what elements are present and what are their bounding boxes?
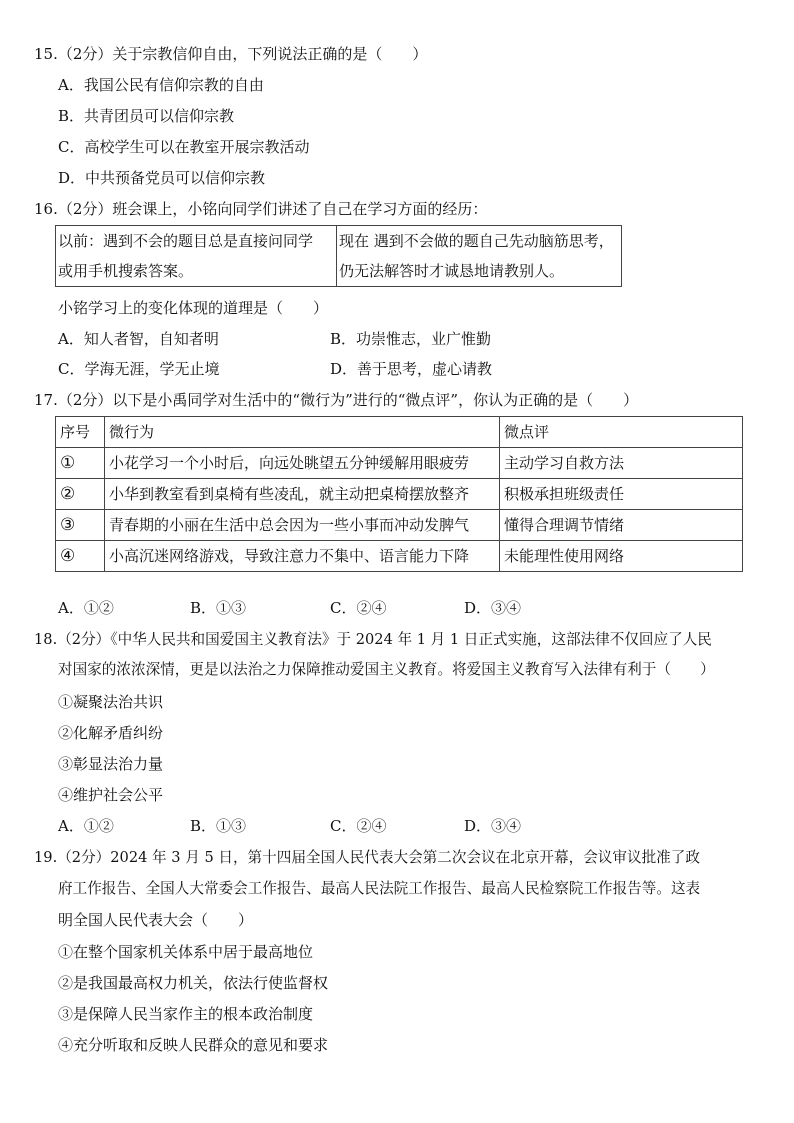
row-behavior: 小高沉迷网络游戏，导致注意力不集中、语言能力下降	[105, 541, 500, 572]
q18-stem-line2: 对国家的浓浓深情，更是以法治之力保障推动爱国主义教育。将爱国主义教育写入法律有利于（ ）	[58, 661, 715, 678]
q15-option-a: A．我国公民有信仰宗教的自由	[58, 76, 264, 94]
row-index: ①	[56, 448, 105, 479]
q19-item-1: ①在整个国家机关体系中居于最高地位	[58, 943, 314, 961]
row-behavior: 青春期的小丽在生活中总会因为一些小事而冲动发脾气	[105, 510, 500, 541]
q16-now-line1: 现在 遇到不会做的题自己先动脑筋思考，	[339, 232, 614, 250]
q15-option-b: B．共青团员可以信仰宗教	[58, 107, 235, 125]
q17-table	[55, 416, 743, 572]
q18-option-b: B．①③	[190, 817, 247, 835]
q18-stem-line1: 18.（2分）《中华人民共和国爱国主义教育法》于 2024 年 1 月 1 日正式实施，这部法律不仅回应了人民	[34, 631, 712, 648]
q17-option-b: B．①③	[190, 599, 247, 617]
q16-option-a: A．知人者智，自知者明	[58, 330, 219, 348]
header-index: 序号	[56, 417, 105, 448]
table-header-row	[56, 417, 743, 448]
table-row	[56, 448, 743, 479]
q19-stem-line2: 府工作报告、全国人大常委会工作报告、最高人民法院工作报告、最高人民检察院工作报告等。这表	[58, 880, 701, 897]
q16-comparison-table	[55, 225, 622, 287]
q18-option-d: D．③④	[464, 817, 522, 835]
q18-item-1: ①凝聚法治共识	[58, 693, 164, 711]
q18-item-3: ③彰显法治力量	[58, 755, 164, 773]
table-row	[56, 479, 743, 510]
q17-stem: 17.（2分）以下是小禹同学对生活中的“微行为”进行的“微点评”，你认为正确的是（ ）	[34, 391, 639, 409]
q16-option-c: C．学海无涯，学无止境	[58, 360, 220, 378]
q19-stem-line3: 明全国人民代表大会（ ）	[58, 911, 254, 929]
table-row	[56, 510, 743, 541]
q18-option-c: C．②④	[330, 817, 387, 835]
q19-stem-line1: 19.（2分）2024 年 3 月 5 日，第十四届全国人民代表大会第二次会议在北京开幕，会议审议批准了政	[34, 849, 700, 866]
table-row	[56, 541, 743, 572]
row-behavior: 小华到教室看到桌椅有些凌乱，就主动把桌椅摆放整齐	[105, 479, 500, 510]
row-comment: 未能理性使用网络	[500, 541, 743, 572]
row-index: ②	[56, 479, 105, 510]
q17-option-c: C．②④	[330, 599, 387, 617]
header-behavior: 微行为	[105, 417, 500, 448]
row-index: ④	[56, 541, 105, 572]
q16-option-b: B．功崇惟志，业广惟勤	[330, 330, 492, 348]
q19-item-2: ②是我国最高权力机关，依法行使监督权	[58, 974, 329, 992]
q18-option-a: A．①②	[58, 817, 114, 835]
q15-option-c: C．高校学生可以在教室开展宗教活动	[58, 138, 310, 156]
row-index: ③	[56, 510, 105, 541]
q16-before-line2: 或用手机搜索答案。	[58, 262, 194, 280]
q18-item-2: ②化解矛盾纠纷	[58, 724, 164, 742]
row-comment: 懂得合理调节情绪	[500, 510, 743, 541]
row-behavior: 小花学习一个小时后，向远处眺望五分钟缓解用眼疲劳	[105, 448, 500, 479]
q16-now-line2: 仍无法解答时才诚恳地请教别人。	[339, 262, 565, 280]
q16-now-cell	[337, 226, 622, 287]
q16-option-d: D．善于思考，虚心请教	[330, 360, 493, 378]
header-comment: 微点评	[500, 417, 743, 448]
q16-question: 小铭学习上的变化体现的道理是（ ）	[58, 299, 329, 317]
row-comment: 积极承担班级责任	[500, 479, 743, 510]
q16-before-line1: 以前：遇到不会的题目总是直接问同学	[58, 232, 314, 250]
q17-option-a: A．①②	[58, 599, 114, 617]
q15-stem: 15.（2分）关于宗教信仰自由，下列说法正确的是（ ）	[34, 45, 428, 63]
q16-before-cell	[56, 226, 337, 287]
row-comment: 主动学习自救方法	[500, 448, 743, 479]
q18-item-4: ④维护社会公平	[58, 786, 164, 804]
q15-option-d: D．中共预备党员可以信仰宗教	[58, 169, 266, 187]
q19-item-3: ③是保障人民当家作主的根本政治制度	[58, 1005, 314, 1023]
q19-item-4: ④充分听取和反映人民群众的意见和要求	[58, 1036, 329, 1054]
q17-option-d: D．③④	[464, 599, 522, 617]
q16-stem: 16.（2分）班会课上，小铭向同学们讲述了自己在学习方面的经历：	[34, 200, 488, 218]
